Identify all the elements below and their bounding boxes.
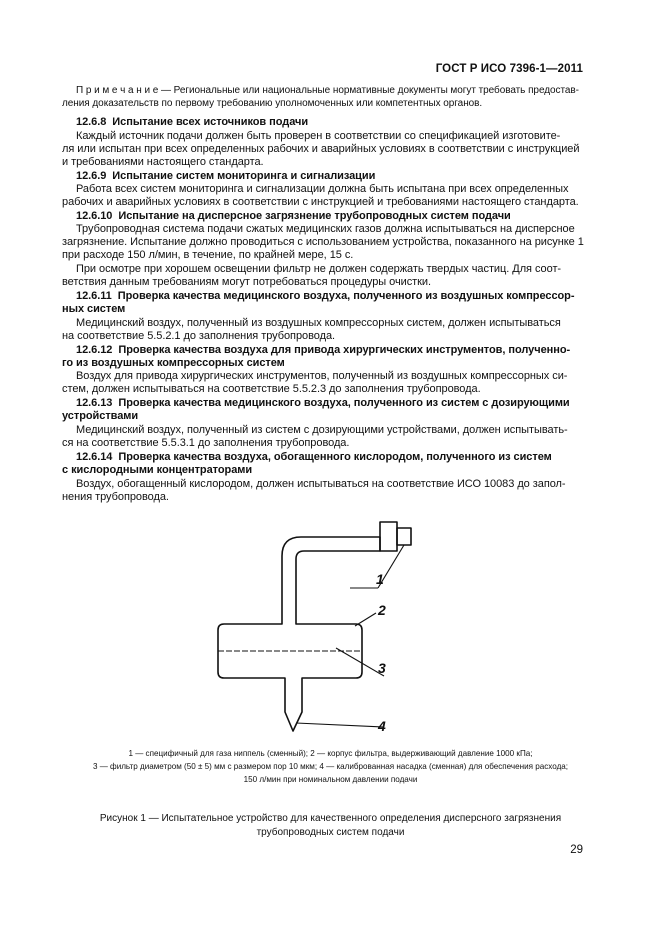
section-12-6-9-title: 12.6.9 Испытание систем мониторинга и сигнализации bbox=[76, 170, 376, 182]
section-12-6-8-line: Каждый источник подачи должен быть проверен в соответствии со спецификацией изготовите- bbox=[76, 130, 561, 142]
figure-legend-line-3: 150 л/мин при номинальном давлении подачи bbox=[243, 775, 418, 784]
document-code-header: ГОСТ Р ИСО 7396-1—2011 bbox=[435, 63, 583, 75]
section-12-6-13-line: ся на соответствие 5.5.3.1 до заполнения трубопровода. bbox=[62, 437, 350, 449]
section-12-6-10-line: загрязнение. Испытание должно проводиться с использованием устройства, показанного на рисунке 1 bbox=[62, 236, 584, 248]
filter-housing-outline bbox=[218, 537, 380, 731]
figure-legend-line-2: 3 — фильтр диаметром (50 ± 5) мм с размером пор 10 мкм; 4 — калиброванная насадка (сменная) для обеспечения расхода; bbox=[92, 762, 569, 771]
test-device-figure bbox=[200, 510, 460, 735]
section-12-6-13-title: устройствами bbox=[62, 410, 139, 422]
section-12-6-12-title: го из воздушных компрессорных систем bbox=[62, 357, 285, 369]
nipple-body bbox=[380, 522, 397, 551]
section-12-6-11-title: ных систем bbox=[62, 303, 126, 315]
section-12-6-10-line: при расходе 150 л/мин, в течение, по крайней мере, 15 с. bbox=[62, 249, 354, 261]
section-12-6-8-line: ля или испытан при всех определенных рабочих и аварийных условиях в соответствии с инструкцией bbox=[62, 143, 580, 155]
label-3: 3 bbox=[378, 660, 386, 676]
label-4: 4 bbox=[378, 718, 386, 734]
section-12-6-8-title: 12.6.8 Испытание всех источников подачи bbox=[76, 116, 309, 128]
section-12-6-11-line: на соответствие 5.5.2.1 до заполнения трубопровода. bbox=[62, 330, 336, 342]
section-12-6-14-title: с кислородными концентраторами bbox=[62, 464, 253, 476]
section-12-6-12-line: стем, должен испытываться на соответствие 5.5.2.3 до заполнения трубопровода. bbox=[62, 383, 481, 395]
label-1: 1 bbox=[376, 571, 384, 587]
page-number: 29 bbox=[570, 844, 583, 856]
figure-legend-line-1: 1 — специфичный для газа ниппель (сменный); 2 — корпус фильтра, выдерживающий давление 1000 кПа; bbox=[128, 749, 533, 758]
note-line-1: П р и м е ч а н и е — Региональные или национальные нормативные документы могут требовать предостав- bbox=[76, 85, 579, 96]
figure-caption-line-1: Рисунок 1 — Испытательное устройство для качественного определения дисперсного загрязнения bbox=[99, 813, 562, 824]
section-12-6-11-title: 12.6.11 Проверка качества медицинского воздуха, полученного из воздушных компрессор- bbox=[76, 290, 575, 302]
note-line-2: ления доказательств по первому требованию уполномоченных или компетентных органов. bbox=[62, 98, 483, 109]
figure-caption-line-2: трубопроводных систем подачи bbox=[256, 827, 405, 838]
section-12-6-10-line: ветствия данным требованиям могут потребоваться процедуры очистки. bbox=[62, 276, 432, 288]
section-12-6-10-line: Трубопроводная система подачи сжатых медицинских газов должна испытываться на дисперсное bbox=[76, 223, 575, 235]
label-2: 2 bbox=[378, 602, 386, 618]
section-12-6-10-title: 12.6.10 Испытание на дисперсное загрязнение трубопроводных систем подачи bbox=[76, 210, 511, 222]
section-12-6-14-line: нения трубопровода. bbox=[62, 491, 169, 503]
section-12-6-10-line: При осмотре при хорошем освещении фильтр не должен содержать твердых частиц. Для соот- bbox=[76, 263, 562, 275]
section-12-6-12-line: Воздух для привода хирургических инструментов, полученный из воздушных компрессорных си- bbox=[76, 370, 568, 382]
section-12-6-14-title: 12.6.14 Проверка качества воздуха, обогащенного кислородом, полученного из систем bbox=[76, 451, 552, 463]
section-12-6-14-line: Воздух, обогащенный кислородом, должен испытываться на соответствие ИСО 10083 до запол- bbox=[76, 478, 566, 490]
leader-line-2 bbox=[355, 613, 376, 626]
section-12-6-9-line: Работа всех систем мониторинга и сигнализации должна быть испытана при всех определенных bbox=[76, 183, 569, 195]
section-12-6-8-line: и требованиями настоящего стандарта. bbox=[62, 156, 264, 168]
section-12-6-13-title: 12.6.13 Проверка качества медицинского воздуха, полученного из систем с дозирующими bbox=[76, 397, 570, 409]
section-12-6-9-line: рабочих и аварийных условиях в соответствии с инструкцией и требованиями настоящего стандарта. bbox=[62, 196, 579, 208]
leader-line-4 bbox=[296, 723, 384, 727]
section-12-6-12-title: 12.6.12 Проверка качества воздуха для привода хирургических инструментов, полученно- bbox=[76, 344, 571, 356]
section-12-6-11-line: Медицинский воздух, полученный из воздушных компрессорных систем, должен испытываться bbox=[76, 317, 561, 329]
nipple-tip bbox=[397, 528, 411, 545]
leader-line-3 bbox=[336, 648, 384, 676]
section-12-6-13-line: Медицинский воздух, полученный из систем с дозирующими устройствами, должен испытывать- bbox=[76, 424, 568, 436]
